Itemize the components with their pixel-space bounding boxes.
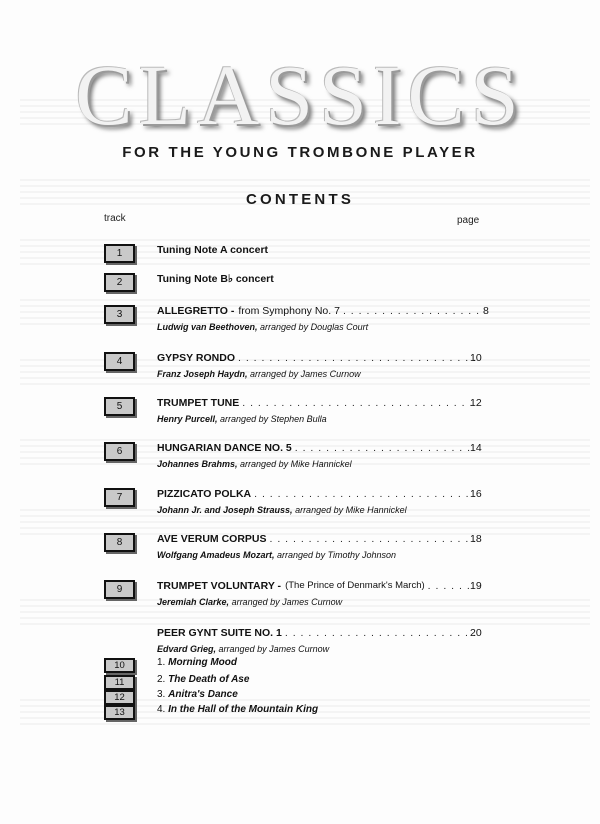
entry-composer: Johann Jr. and Joseph Strauss, xyxy=(157,505,293,515)
entry-page: 12 xyxy=(470,397,482,409)
entry-title: Tuning Note A concert xyxy=(157,244,269,256)
movement-title: Anitra's Dance xyxy=(168,689,238,700)
entry-page: 19 xyxy=(470,580,482,592)
movement-number: 3. xyxy=(157,689,166,700)
entry-page: 14 xyxy=(470,442,482,454)
entry-page: 18 xyxy=(470,533,482,545)
movement-number: 2. xyxy=(157,674,166,685)
entry-page: 16 xyxy=(470,488,482,500)
suite-movement xyxy=(104,690,404,704)
track-badge: 6 xyxy=(104,442,135,461)
entry-composer: Franz Joseph Haydn, xyxy=(157,369,248,379)
leader-dots xyxy=(343,305,480,317)
entry-page: 8 xyxy=(483,305,489,317)
entry-title: ALLEGRETTO - xyxy=(157,305,235,317)
suite-movement xyxy=(104,658,404,672)
movement-title: The Death of Ase xyxy=(168,674,250,685)
leader-dots xyxy=(285,627,475,639)
track-badge: 5 xyxy=(104,397,135,416)
movement-number: 1. xyxy=(157,657,166,668)
entry-arranger: arranged by Timothy Johnson xyxy=(277,550,397,560)
entry-title: GYPSY RONDO xyxy=(157,352,235,364)
entry-composer: Ludwig van Beethoven, xyxy=(157,322,258,332)
page-subtitle: FOR THE YOUNG TROMBONE PLAYER xyxy=(122,144,478,161)
entry-page: 20 xyxy=(470,627,482,639)
track-badge: 10 xyxy=(104,658,135,673)
track-badge: 8 xyxy=(104,533,135,552)
entry-arranger: arranged by Mike Hannickel xyxy=(295,505,407,515)
track-badge: 13 xyxy=(104,705,135,720)
entry-arranger: arranged by James Curnow xyxy=(231,597,343,607)
suite-movement xyxy=(104,675,404,689)
movement-title: In the Hall of the Mountain King xyxy=(168,704,319,715)
entry-composer: Johannes Brahms, xyxy=(157,459,238,469)
leader-dots xyxy=(270,533,476,545)
entry-source: from Symphony No. 7 xyxy=(238,305,340,317)
entry-page: 10 xyxy=(470,352,482,364)
entry-title: TRUMPET VOLUNTARY - xyxy=(157,580,282,592)
entry-title: Tuning Note B♭ concert xyxy=(157,273,274,285)
entry-title: PEER GYNT SUITE NO. 1 xyxy=(157,627,282,639)
track-badge: 1 xyxy=(104,244,135,263)
track-badge: 4 xyxy=(104,352,135,371)
track-badge: 9 xyxy=(104,580,135,599)
entry-source: (The Prince of Denmark's March) xyxy=(285,580,425,591)
entry-title: PIZZICATO POLKA xyxy=(157,488,252,500)
contents-heading: CONTENTS xyxy=(245,191,355,208)
suite-movement xyxy=(104,705,404,719)
entry-arranger: arranged by James Curnow xyxy=(218,644,330,654)
leader-dots xyxy=(242,397,475,409)
entry-arranger: arranged by Mike Hannickel xyxy=(240,459,352,469)
movement-number: 4. xyxy=(157,704,166,715)
entry-arranger: arranged by James Curnow xyxy=(250,369,361,379)
track-badge: 7 xyxy=(104,488,135,507)
entry-title: HUNGARIAN DANCE NO. 5 xyxy=(157,442,292,454)
track-badge: 11 xyxy=(104,675,135,690)
track-badge: 3 xyxy=(104,305,135,324)
entry-composer: Wolfgang Amadeus Mozart, xyxy=(157,550,275,560)
leader-dots xyxy=(238,352,475,364)
entry-arranger: arranged by Douglas Court xyxy=(260,322,369,332)
page-column-label: page xyxy=(457,215,480,226)
leader-dots xyxy=(295,442,475,454)
entry-composer: Henry Purcell, xyxy=(157,414,218,424)
page-title: CLASSICS xyxy=(75,47,525,143)
entry-composer: Jeremiah Clarke, xyxy=(157,597,230,607)
movement-title: Morning Mood xyxy=(168,657,237,668)
entry-title: AVE VERUM CORPUS xyxy=(157,533,267,545)
track-badge: 2 xyxy=(104,273,135,292)
track-column-label: track xyxy=(104,213,126,224)
entry-composer: Edvard Grieg, xyxy=(157,644,217,654)
leader-dots xyxy=(428,580,475,592)
track-badge: 12 xyxy=(104,690,135,705)
entry-title: TRUMPET TUNE xyxy=(157,397,240,409)
entry-arranger: arranged by Stephen Bulla xyxy=(220,414,327,424)
leader-dots xyxy=(254,488,475,500)
